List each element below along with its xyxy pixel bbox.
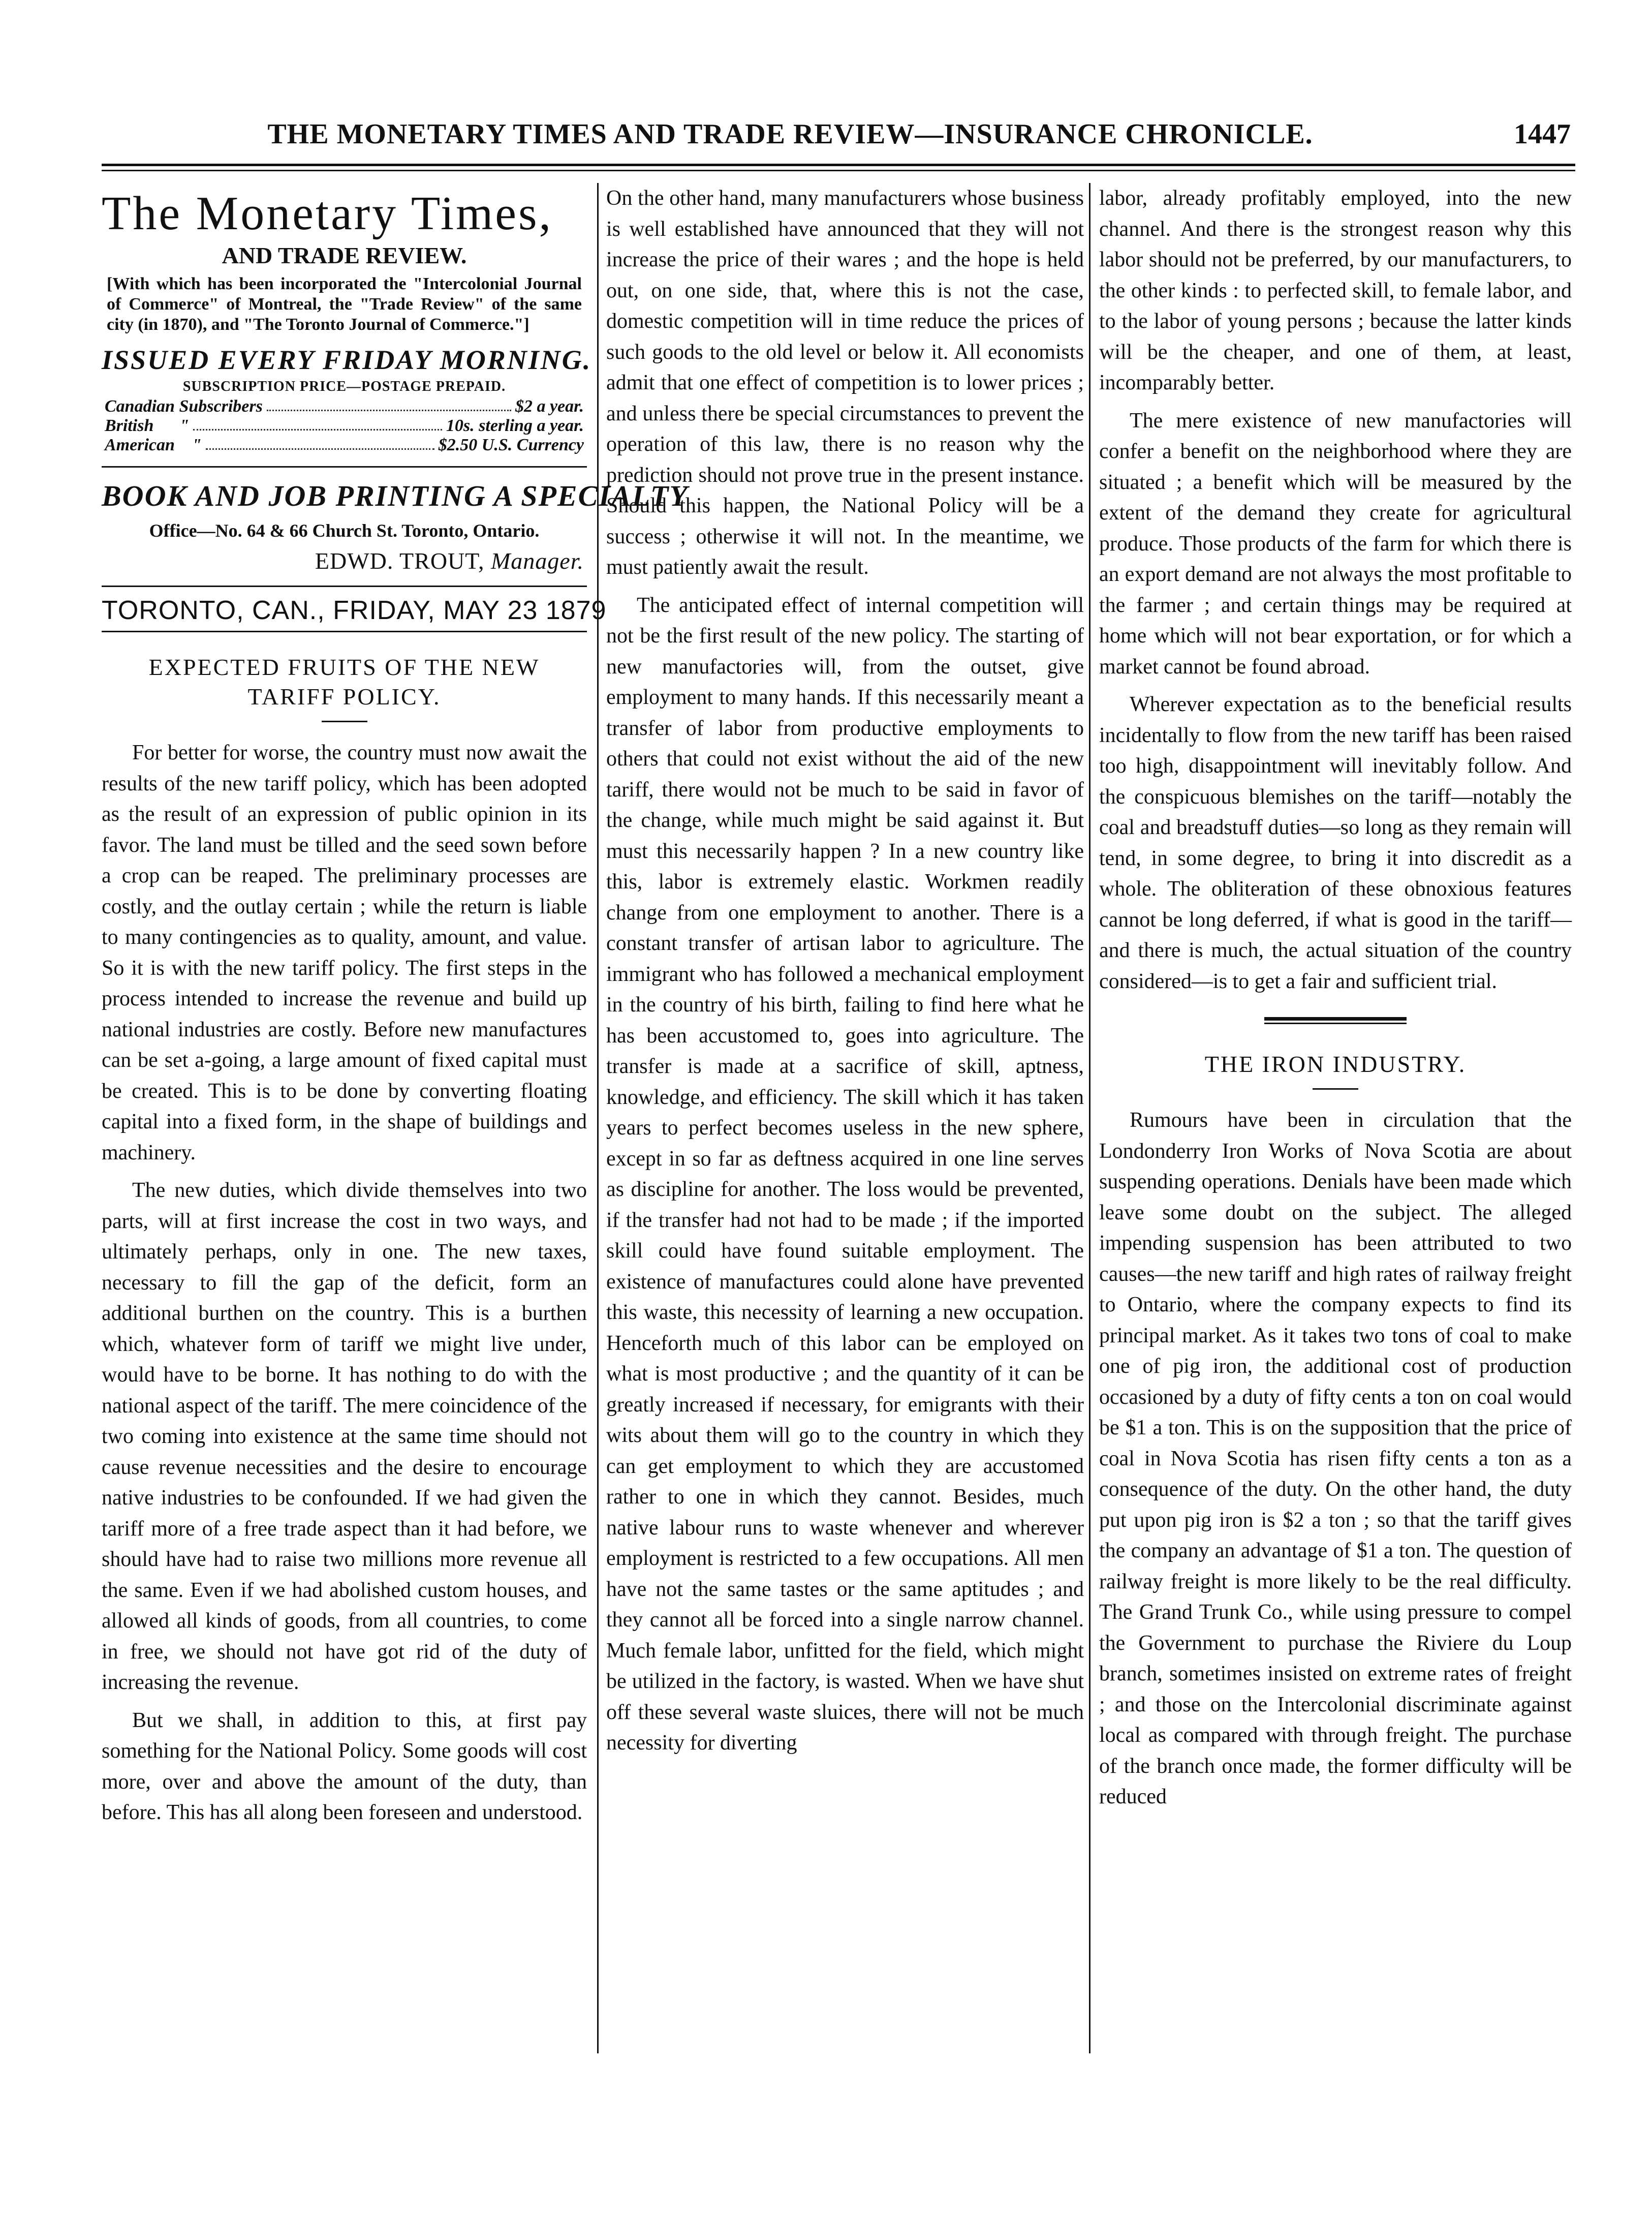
column-1	[102, 183, 689, 2084]
column-3	[1099, 183, 1572, 2084]
price-value: $2.50 U.S. Currency	[438, 436, 584, 454]
column-divider	[597, 183, 599, 2053]
manager-title: Manager.	[490, 548, 584, 574]
column-divider	[1089, 183, 1090, 2053]
masthead-rule	[102, 466, 587, 468]
page-number: 1447	[1514, 118, 1571, 150]
article-paragraph: labor, already profitably employed, into the new channel. And there is the strongest reason why this labor should not be preferred, by our manufacturers, to the other kinds : to perfected skill, to female labor, and to the labor of young persons ; because the latter kinds will be the cheaper, and one of them, at least, incomparably better.	[1099, 187, 1572, 394]
price-label: British "	[105, 416, 190, 435]
price-row	[105, 397, 584, 416]
manager-name: EDWD. TROUT,	[315, 548, 485, 574]
book-job-banner: BOOK AND JOB PRINTING A SPECIALTY	[102, 479, 689, 512]
header-rule-secondary	[102, 170, 1575, 171]
manager-line	[102, 547, 584, 574]
headline-rule	[322, 721, 367, 722]
running-head: THE MONETARY TIMES AND TRADE REVIEW—INSURANCE CHRONICLE.	[267, 118, 1313, 150]
price-row	[105, 436, 584, 455]
article-paragraph: Rumours have been in circulation that the Londonderry Iron Works of Nova Scotia are about suspending operations. Denials have been made which leave some doubt on the subject. The alleged impending suspension has been attributed to two causes—the new tariff and high rates of railway freight to Ontario, where the company expects to find its principal market. As it takes two tons of coal to make one of pig iron, the additional cost of production occasioned by a duty of fifty cents a ton on coal would be $1 a ton. This is on the supposition that the price of coal in Nova Scotia has risen fifty cents a ton as a consequence of the duty. On the other hand, the duty put upon pig iron is $2 a ton ; so that the tariff gives the company an advantage of $1 a ton. The question of railway freight is more likely to be the real difficulty. The Grand Trunk Co., while using pressure to compel the Government to purchase the Riviere du Loup branch, sometimes insisted on extreme rates of freight ; and those on the Intercolonial discriminate against local as compared with through freight. The purchase of the branch once made, the former difficulty will be reduced	[1099, 1109, 1572, 1808]
masthead-subtitle: AND TRADE REVIEW.	[222, 242, 467, 268]
leader-dots	[267, 397, 511, 411]
price-label: Canadian Subscribers	[105, 397, 263, 416]
price-value: $2 a year.	[515, 397, 584, 416]
dateline: TORONTO, CAN., FRIDAY, MAY 23 1879	[102, 596, 607, 625]
section-rule	[1264, 1023, 1407, 1024]
office-address: Office—No. 64 & 66 Church St. Toronto, Ontario.	[149, 520, 540, 541]
article-paragraph: But we shall, in addition to this, at first pay something for the National Policy. Some goods will cost more, over and above the amount of the duty, than before. This has all along been foreseen and understood.	[102, 1708, 587, 1824]
dateline-rule-top	[102, 586, 587, 587]
subscription-heading: SUBSCRIPTION PRICE—POSTAGE PREPAID.	[182, 379, 506, 394]
article-headline: THE IRON INDUSTRY.	[1204, 1051, 1467, 1077]
masthead-note: [With which has been incorporated the "Intercolonial Journal of Commerce" of Montreal, the "Trade Review" of the same city (in 1870), and "The Toronto Journal of Commerce."]	[107, 274, 582, 334]
column-2	[606, 183, 1084, 2084]
headline-rule	[1313, 1088, 1358, 1090]
price-label: American "	[105, 436, 202, 454]
article-headline: EXPECTED FRUITS OF THE NEW TARIFF POLICY.	[148, 654, 540, 710]
dateline-rule-bottom	[102, 631, 587, 632]
article-paragraph: The anticipated effect of internal competition will not be the first result of the new policy. The starting of new manufactories will, from the outset, give employment to many hands. If this necessarily meant a transfer of labor from productive employments to others that could not exist without the aid of the new tariff, there would not be much to be said in favor of the change, while much might be said against it. But must this necessarily happen ? In a new country like this, labor is extremely elastic. Workmen readily change from one employment to another. There is a constant transfer of artisan labor to agriculture. The immigrant who has followed a mechanical employment in the country of his birth, failing to find here what he has been accustomed to, goes into agriculture. The transfer is made at a sacrifice of skill, aptness, knowledge, and efficiency. The skill which it has taken years to perfect becomes useless in the new sphere, except in so far as deftness acquired in one line serves as discipline for another. The loss would be prevented, if the transfer had not had to be made ; if the imported skill could have found suitable employment. The existence of manufactures could alone have prevented this waste, this necessity of learning a new occupation. Henceforth much of this labor can be employed on what is most productive ; and the quantity of it can be greatly increased if necessary, for emigrants with their wits about them will go to the country in which they can get employment to which they are accustomed rather to one in which they cannot. Besides, much native labour runs to waste whenever and wherever employment is restricted to a few occupations. All men have not the same tastes or the same aptitudes ; and they cannot all be forced into a single narrow channel. Much female labor, unfitted for the field, which might be utilized in the factory, is wasted. When we have shut off these several waste sluices, there will not be much necessity for diverting	[606, 593, 1084, 1755]
price-value: 10s. sterling a year.	[446, 416, 584, 435]
leader-dots	[193, 416, 442, 430]
header-rule	[102, 164, 1575, 166]
leader-dots	[206, 436, 434, 450]
price-row	[105, 416, 584, 436]
article-paragraph: For better for worse, the country must now await the results of the new tariff policy, which has been adopted as the result of an expression of public opinion in its favor. The land must be tilled and the seed sown before a crop can be reaped. The preliminary processes are costly, and the outlay certain ; while the return is liable to many contingencies as to quality, amount, and value. So it is with the new tariff policy. The first steps in the process intended to increase the revenue and build up national industries are costly. Before new manufactures can be set a-going, a large amount of fixed capital must be created. This is to be done by converting floating capital into a fixed form, in the shape of buildings and machinery.	[102, 741, 587, 1164]
article-paragraph: Wherever expectation as to the beneficial results incidentally to flow from the new tariff has been raised too high, disappointment will inevitably follow. And the conspicuous blemishes on the tariff—notably the coal and breadstuff duties—so long as they remain will tend, in some degree, to bring it into discredit as a whole. The obliteration of these obnoxious features cannot be long deferred, if what is good in the tariff—and there is much, the actual situation of the country considered—is to get a fair and sufficient trial.	[1099, 693, 1572, 993]
issued-line: ISSUED EVERY FRIDAY MORNING.	[102, 345, 592, 375]
article-paragraph: The mere existence of new manufactories will confer a benefit on the neighborhood where they are situated ; a benefit which will be measured by the extent of the demand they create for agricultural produce. Those products of the farm for which there is an export demand are not always the most profitable to the farmer ; and certain things may be required at home which will not bear exportation, or for which a market cannot be found abroad.	[1099, 409, 1572, 679]
article-paragraph: The new duties, which divide themselves into two parts, will at first increase the cost in two ways, and ultimately perhaps, only in one. The new taxes, necessary to fill the gap of the deficit, form an additional burthen on the country. This is a burthen which, whatever form of tariff we might live under, would have to be borne. It has nothing to do with the national aspect of the tariff. The mere coincidence of the two coming into existence at the same time should not cause revenue necessities and the desire to encourage native industries to be confounded. If we had given the tariff more of a free trade aspect than it had before, we should have had to raise two millions more revenue all the same. Even if we had abolished custom houses, and allowed all kinds of goods, from all countries, to come in free, we should not have got rid of the duty of increasing the revenue.	[102, 1179, 587, 1694]
article-paragraph: On the other hand, many manufacturers whose business is well established have announced that they will not increase the price of their wares ; and the hope is held out, on one side, that, where this is not the case, domestic competition will in time reduce the prices of such goods to the old level or below it. All economists admit that one effect of competition is to lower prices ; and unless there be special circumstances to prevent the operation of this law, there is no reason why the prediction should not prove true in the present instance. Should this happen, the National Policy will be a success ; otherwise it will not. In the meantime, we must patiently await the result.	[606, 187, 1084, 579]
masthead-title: The Monetary Times,	[102, 187, 553, 240]
section-rule	[1264, 1017, 1407, 1021]
